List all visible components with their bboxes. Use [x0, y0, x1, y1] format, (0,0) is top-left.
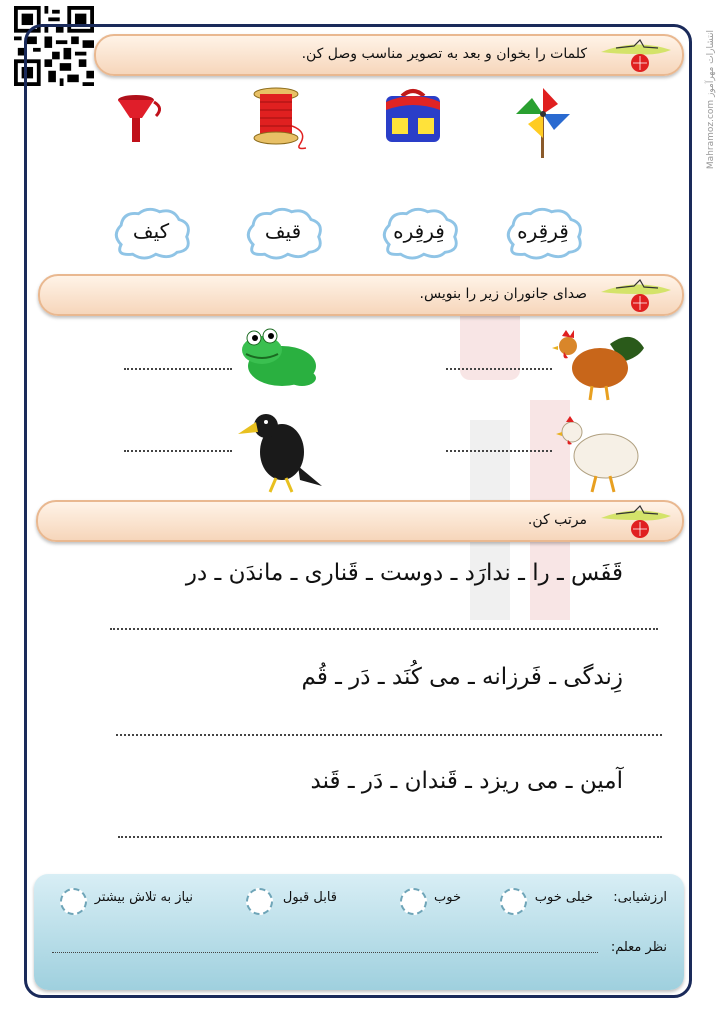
- answer-line-crow[interactable]: [124, 450, 232, 452]
- eval-radio-acceptable[interactable]: [246, 888, 273, 915]
- stork-badge-icon: [596, 38, 676, 74]
- funnel-icon: [114, 90, 164, 146]
- answer-line-frog[interactable]: [124, 368, 232, 370]
- frog-icon: [238, 326, 320, 390]
- teacher-comment-line[interactable]: [52, 952, 598, 953]
- word-4: کیف: [132, 219, 170, 243]
- answer-line-hen[interactable]: [446, 450, 552, 452]
- instruction-banner-arrange: [36, 500, 684, 542]
- scrambled-sentence-2: زِندگی ـ فَرزانه ـ می کُنَد ـ دَر ـ قُم: [301, 664, 623, 690]
- teacher-comment-label: نظر معلم:: [610, 940, 667, 955]
- answer-line-sentence-1[interactable]: [110, 628, 658, 630]
- scrambled-sentence-1: قَفَس ـ را ـ ندارَد ـ دوست ـ قَناری ـ ماندَن ـ در: [185, 560, 623, 586]
- instruction-arrange: مرتب کن.: [527, 512, 587, 528]
- answer-line-sentence-2[interactable]: [116, 734, 662, 736]
- hen-icon: [554, 410, 646, 496]
- stork-badge-icon: [596, 278, 676, 314]
- word-cloud-1: [500, 206, 586, 260]
- stork-badge-icon: [596, 504, 676, 540]
- instruction-banner-sounds: [38, 274, 684, 316]
- eval-radio-excellent[interactable]: [500, 888, 527, 915]
- instruction-banner-match: [94, 34, 684, 76]
- rooster-icon: [552, 328, 648, 404]
- eval-option-needs-effort: نیاز به تلاش بیشتر: [94, 890, 193, 905]
- evaluation-title: ارزشیابی:: [613, 890, 667, 905]
- eval-option-good: خوب: [434, 890, 461, 905]
- word-3: قیف: [264, 219, 302, 243]
- word-cloud-4: [108, 206, 194, 260]
- pinwheel-icon: [514, 86, 572, 160]
- instruction-match: کلمات را بخوان و بعد به تصویر مناسب وصل کن.: [301, 46, 587, 62]
- scrambled-sentence-3: آمین ـ می ریزد ـ قَندان ـ دَر ـ قَند: [310, 768, 623, 794]
- spool-icon: [250, 86, 318, 152]
- answer-line-rooster[interactable]: [446, 368, 552, 370]
- word-2: فِرفِره: [393, 219, 445, 243]
- word-cloud-3: [240, 206, 326, 260]
- word-1: قِرقِره: [517, 219, 569, 243]
- eval-option-acceptable: قابل قبول: [282, 890, 337, 905]
- word-cloud-2: [376, 206, 462, 260]
- answer-line-sentence-3[interactable]: [118, 836, 662, 838]
- eval-radio-good[interactable]: [400, 888, 427, 915]
- eval-radio-needs-effort[interactable]: [60, 888, 87, 915]
- eval-option-excellent: خیلی خوب: [534, 890, 593, 905]
- side-watermark: انتشارات مهرآموز Mahramoz.com: [706, 30, 716, 170]
- school-bag-icon: [382, 86, 444, 146]
- instruction-sounds: صدای جانوران زیر را بنویس.: [419, 286, 587, 302]
- crow-icon: [238, 404, 324, 496]
